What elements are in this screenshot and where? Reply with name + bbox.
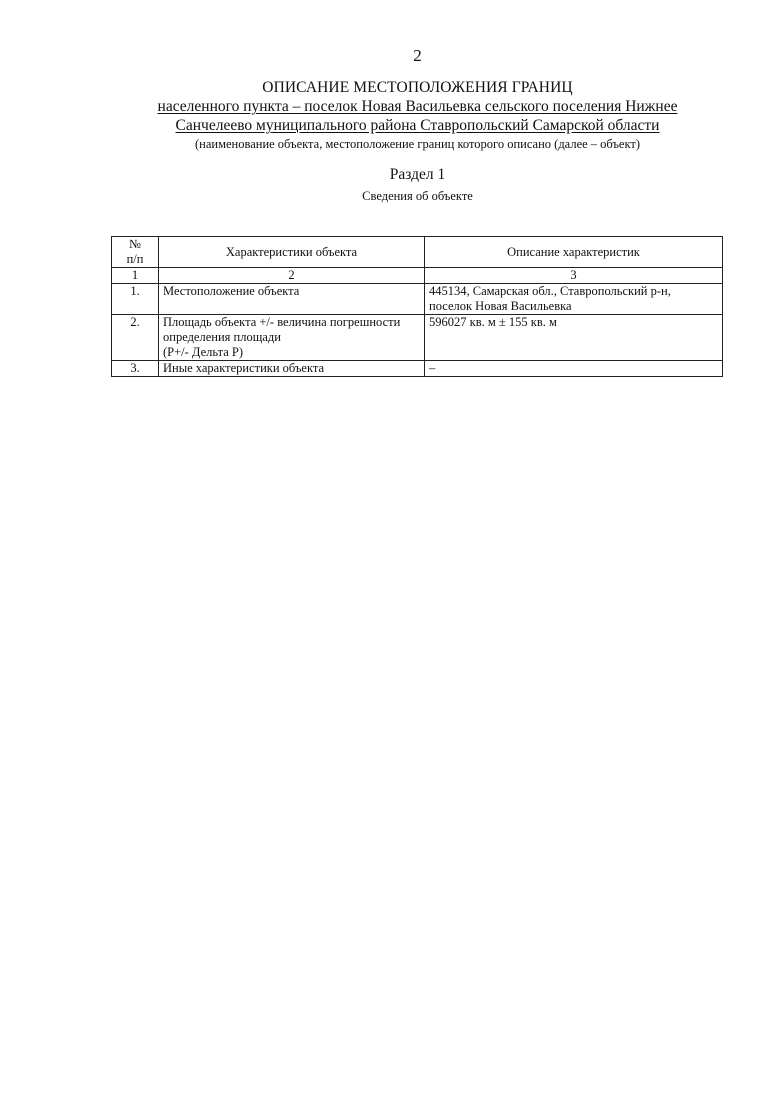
- description-text: поселок Новая Васильевка: [429, 299, 572, 313]
- object-info-table: [111, 236, 723, 377]
- table-row: [112, 361, 723, 377]
- characteristic-text: определения площади: [163, 330, 281, 344]
- column-number: 1: [112, 268, 159, 284]
- characteristic-cell: [159, 284, 425, 315]
- subject-line-2: Санчелеево муниципального района Ставропольский Самарской области: [175, 117, 660, 134]
- column-number-row: [112, 268, 723, 284]
- header-description: Описание характеристик: [425, 237, 723, 268]
- description-cell: [425, 315, 723, 361]
- description-text: –: [429, 361, 436, 375]
- table-header-row: [112, 237, 723, 268]
- header-characteristics: Характеристики объекта: [159, 237, 425, 268]
- characteristic-text: Иные характеристики объекта: [163, 361, 325, 375]
- header-num-abbr: п/п: [126, 252, 144, 266]
- row-number: 3.: [112, 361, 159, 377]
- section-subtitle: Сведения об объекте: [362, 189, 473, 203]
- row-number: 1.: [112, 284, 159, 315]
- document-header: [0, 78, 780, 152]
- section-title: Раздел 1: [389, 166, 446, 183]
- description-text: 445134, Самарская обл., Ставропольский р-н,: [429, 284, 671, 298]
- column-number: 3: [425, 268, 723, 284]
- document-title: ОПИСАНИЕ МЕСТОПОЛОЖЕНИЯ ГРАНИЦ: [262, 79, 573, 96]
- column-number: 2: [159, 268, 425, 284]
- table-row: [112, 315, 723, 361]
- subject-caption: (наименование объекта, местоположение границ которого описано (далее – объект): [194, 137, 641, 151]
- document-subject: [0, 97, 780, 135]
- characteristic-text: Местоположение объекта: [163, 284, 300, 298]
- characteristic-cell: [159, 361, 425, 377]
- table-row: [112, 284, 723, 315]
- description-text: 596027 кв. м ± 155 кв. м: [429, 315, 557, 329]
- description-cell: [425, 361, 723, 377]
- characteristic-text: Площадь объекта +/- величина погрешности: [163, 315, 401, 329]
- characteristic-cell: [159, 315, 425, 361]
- page-number: 2: [413, 46, 422, 65]
- header-num-symbol: №: [129, 237, 141, 251]
- row-number: 2.: [112, 315, 159, 361]
- description-cell: [425, 284, 723, 315]
- characteristic-text: (Р+/- Дельта Р): [163, 345, 244, 359]
- subject-line-1: населенного пункта – поселок Новая Васильевка сельского поселения Нижнее: [157, 98, 678, 115]
- header-num: [112, 237, 159, 268]
